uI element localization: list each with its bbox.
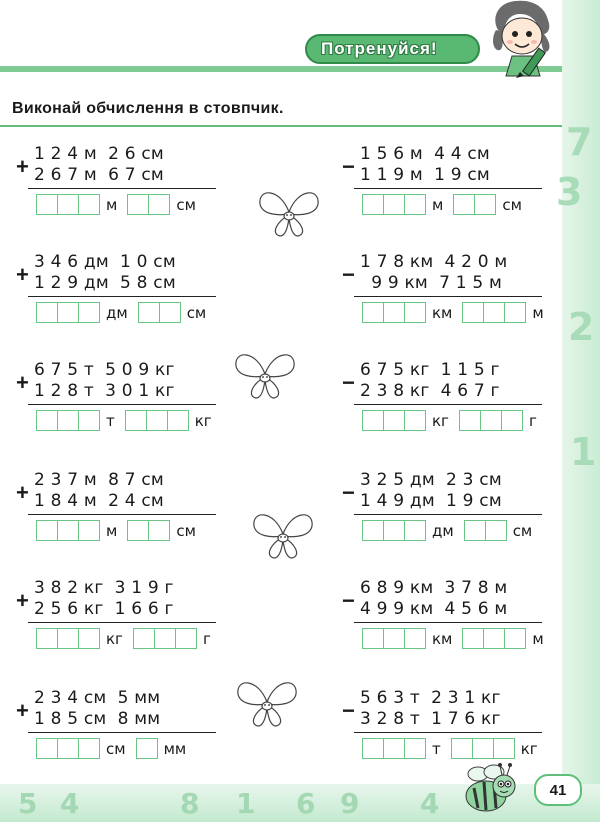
operation-sign: − xyxy=(342,154,355,179)
answer-boxes[interactable] xyxy=(362,738,426,759)
answer-boxes[interactable] xyxy=(464,520,507,541)
answer-digit-box[interactable] xyxy=(149,521,169,540)
operation-sign: + xyxy=(16,698,29,723)
unit-label: см xyxy=(502,195,522,214)
column-problem xyxy=(340,144,550,244)
unit-label: км xyxy=(432,303,453,322)
operand-bottom: 1 1 9 м 1 9 см xyxy=(360,165,490,185)
answer-boxes[interactable] xyxy=(362,302,426,323)
operand-top: 6 8 9 км 3 7 8 м xyxy=(360,578,508,598)
operand-bottom: 2 3 8 кг 4 6 7 г xyxy=(360,381,500,401)
answer-digit-box[interactable] xyxy=(160,303,180,322)
butterfly-icon xyxy=(250,508,316,564)
answer-row xyxy=(362,194,532,215)
operand-top: 3 4 6 дм 1 0 см xyxy=(34,252,176,272)
decor-digit: 3 xyxy=(556,170,583,214)
butterfly-icon xyxy=(232,348,298,404)
answer-row xyxy=(36,410,222,431)
answer-digit-box[interactable] xyxy=(139,303,160,322)
answer-row xyxy=(36,628,221,649)
answer-digit-box[interactable] xyxy=(384,195,405,214)
answer-row xyxy=(362,520,542,541)
answer-row xyxy=(36,194,206,215)
answer-boxes[interactable] xyxy=(462,628,526,649)
answer-digit-box[interactable] xyxy=(58,195,79,214)
operation-sign: + xyxy=(16,370,29,395)
answer-digit-box[interactable] xyxy=(505,629,525,648)
butterfly-icon xyxy=(234,676,300,732)
operation-sign: − xyxy=(342,370,355,395)
sum-line xyxy=(354,188,542,189)
operand-top: 3 2 5 дм 2 3 см xyxy=(360,470,502,490)
answer-boxes[interactable] xyxy=(362,628,426,649)
answer-digit-box[interactable] xyxy=(384,629,405,648)
column-problem xyxy=(14,252,224,352)
answer-digit-box[interactable] xyxy=(384,411,405,430)
operation-sign: + xyxy=(16,480,29,505)
answer-digit-box[interactable] xyxy=(58,739,79,758)
unit-label: дм xyxy=(106,303,128,322)
answer-digit-box[interactable] xyxy=(405,411,425,430)
answer-boxes[interactable] xyxy=(127,520,170,541)
answer-digit-box[interactable] xyxy=(79,195,99,214)
answer-digit-box[interactable] xyxy=(363,629,384,648)
answer-boxes[interactable] xyxy=(362,520,426,541)
operation-sign: − xyxy=(342,588,355,613)
unit-label: см xyxy=(176,195,196,214)
answer-digit-box[interactable] xyxy=(465,521,486,540)
decor-digit: 8 xyxy=(180,787,200,820)
answer-digit-box[interactable] xyxy=(460,411,481,430)
answer-boxes[interactable] xyxy=(36,302,100,323)
unit-label: см xyxy=(186,303,207,322)
answer-boxes[interactable] xyxy=(36,194,100,215)
column-problem xyxy=(14,144,224,244)
decor-digit: 7 xyxy=(566,120,593,164)
answer-digit-box[interactable] xyxy=(363,521,384,540)
answer-row xyxy=(36,738,196,759)
answer-digit-box[interactable] xyxy=(484,303,505,322)
operand-bottom: 1 2 8 т 3 0 1 кг xyxy=(34,381,175,401)
sum-line xyxy=(354,622,542,623)
sum-line xyxy=(28,514,216,515)
answer-boxes[interactable] xyxy=(133,628,197,649)
unit-label: м xyxy=(532,303,544,322)
answer-row xyxy=(362,738,548,759)
answer-digit-box[interactable] xyxy=(484,629,505,648)
column-problem xyxy=(340,252,550,352)
column-problem xyxy=(14,470,224,570)
operand-bottom: 3 2 8 т 1 7 6 кг xyxy=(360,709,501,729)
answer-digit-box[interactable] xyxy=(505,303,525,322)
sum-line xyxy=(354,404,542,405)
unit-label: м xyxy=(532,629,544,648)
answer-digit-box[interactable] xyxy=(155,629,176,648)
decor-digit: 2 xyxy=(568,305,595,349)
answer-boxes[interactable] xyxy=(459,410,523,431)
girl-mascot-icon xyxy=(490,0,560,78)
operand-top: 1 5 6 м 4 4 см xyxy=(360,144,490,164)
column-problem xyxy=(14,360,224,460)
answer-digit-box[interactable] xyxy=(384,521,405,540)
banner-label: Потренуйся! xyxy=(321,39,438,58)
unit-label: г xyxy=(528,411,537,430)
answer-boxes[interactable] xyxy=(36,410,100,431)
unit-label: м xyxy=(106,521,118,540)
answer-boxes[interactable] xyxy=(136,738,158,759)
operand-top: 3 8 2 кг 3 1 9 г xyxy=(34,578,174,598)
answer-digit-box[interactable] xyxy=(37,629,58,648)
operand-top: 6 7 5 кг 1 1 5 г xyxy=(360,360,500,380)
answer-boxes[interactable] xyxy=(36,520,100,541)
sum-line xyxy=(354,732,542,733)
answer-boxes[interactable] xyxy=(36,628,100,649)
operation-sign: − xyxy=(342,480,355,505)
operand-top: 2 3 7 м 8 7 см xyxy=(34,470,164,490)
answer-digit-box[interactable] xyxy=(168,411,188,430)
column-problem xyxy=(14,688,224,788)
answer-digit-box[interactable] xyxy=(475,195,495,214)
operand-top: 2 3 4 см 5 мм xyxy=(34,688,161,708)
operand-bottom: 4 9 9 км 4 5 6 м xyxy=(360,599,508,619)
answer-digit-box[interactable] xyxy=(494,739,514,758)
unit-label: г xyxy=(202,629,211,648)
sum-line xyxy=(354,296,542,297)
answer-digit-box[interactable] xyxy=(473,739,494,758)
task-heading: Виконай обчислення в стовпчик. xyxy=(12,100,284,117)
answer-digit-box[interactable] xyxy=(58,629,79,648)
unit-label: т xyxy=(106,411,115,430)
answer-digit-box[interactable] xyxy=(58,521,79,540)
unit-label: м xyxy=(432,195,444,214)
unit-label: кг xyxy=(194,411,212,430)
sum-line xyxy=(28,732,216,733)
answer-digit-box[interactable] xyxy=(126,411,147,430)
sum-line xyxy=(28,188,216,189)
answer-digit-box[interactable] xyxy=(58,411,79,430)
answer-digit-box[interactable] xyxy=(79,739,99,758)
answer-digit-box[interactable] xyxy=(463,629,484,648)
sum-line xyxy=(28,296,216,297)
decor-digit: 4 xyxy=(60,787,80,820)
answer-row xyxy=(362,628,554,649)
decor-digit: 5 xyxy=(18,787,38,820)
answer-digit-box[interactable] xyxy=(128,195,149,214)
answer-digit-box[interactable] xyxy=(147,411,168,430)
answer-digit-box[interactable] xyxy=(58,303,79,322)
answer-digit-box[interactable] xyxy=(176,629,196,648)
operand-bottom: 1 4 9 дм 1 9 см xyxy=(360,491,502,511)
column-problem xyxy=(340,578,550,678)
answer-digit-box[interactable] xyxy=(452,739,473,758)
answer-boxes[interactable] xyxy=(453,194,496,215)
unit-label: см xyxy=(176,521,196,540)
answer-boxes[interactable] xyxy=(462,302,526,323)
top-accent-line xyxy=(0,66,562,72)
answer-boxes[interactable] xyxy=(362,410,426,431)
answer-boxes[interactable] xyxy=(362,194,426,215)
answer-digit-box[interactable] xyxy=(37,303,58,322)
answer-digit-box[interactable] xyxy=(363,303,384,322)
operand-top: 6 7 5 т 5 0 9 кг xyxy=(34,360,175,380)
operation-sign: − xyxy=(342,698,355,723)
answer-digit-box[interactable] xyxy=(405,521,425,540)
operand-bottom: 9 9 км 7 1 5 м xyxy=(360,273,503,293)
answer-digit-box[interactable] xyxy=(79,303,99,322)
answer-digit-box[interactable] xyxy=(137,739,157,758)
column-problem xyxy=(340,360,550,460)
operand-bottom: 1 8 4 м 2 4 см xyxy=(34,491,164,511)
answer-row xyxy=(362,302,554,323)
answer-digit-box[interactable] xyxy=(405,629,425,648)
decor-digit: 9 xyxy=(340,787,360,820)
answer-digit-box[interactable] xyxy=(454,195,475,214)
unit-label: м xyxy=(106,195,118,214)
answer-digit-box[interactable] xyxy=(502,411,522,430)
operand-top: 1 2 4 м 2 6 см xyxy=(34,144,164,164)
answer-digit-box[interactable] xyxy=(79,521,99,540)
heading-divider xyxy=(0,125,562,127)
answer-digit-box[interactable] xyxy=(384,303,405,322)
sum-line xyxy=(28,404,216,405)
answer-digit-box[interactable] xyxy=(405,303,425,322)
column-problem xyxy=(340,470,550,570)
answer-digit-box[interactable] xyxy=(149,195,169,214)
answer-digit-box[interactable] xyxy=(363,195,384,214)
answer-digit-box[interactable] xyxy=(37,521,58,540)
operand-bottom: 1 8 5 см 8 мм xyxy=(34,709,161,729)
sum-line xyxy=(28,622,216,623)
answer-digit-box[interactable] xyxy=(363,739,384,758)
unit-label: т xyxy=(432,739,441,758)
decor-digit: 1 xyxy=(570,430,597,474)
butterfly-icon xyxy=(256,186,322,242)
answer-digit-box[interactable] xyxy=(405,739,425,758)
unit-label: кг xyxy=(520,739,538,758)
answer-digit-box[interactable] xyxy=(79,629,99,648)
answer-boxes[interactable] xyxy=(36,738,100,759)
answer-digit-box[interactable] xyxy=(37,739,58,758)
unit-label: кг xyxy=(106,629,123,648)
operation-sign: + xyxy=(16,154,29,179)
answer-digit-box[interactable] xyxy=(384,739,405,758)
answer-digit-box[interactable] xyxy=(486,521,506,540)
unit-label: км xyxy=(432,629,453,648)
operand-bottom: 2 6 7 м 6 7 см xyxy=(34,165,164,185)
answer-digit-box[interactable] xyxy=(363,411,384,430)
answer-row xyxy=(362,410,547,431)
operation-sign: + xyxy=(16,588,29,613)
unit-label: мм xyxy=(163,739,187,758)
sum-line xyxy=(354,514,542,515)
page-number: 41 xyxy=(534,774,582,806)
unit-label: см xyxy=(106,739,126,758)
answer-digit-box[interactable] xyxy=(481,411,502,430)
operand-bottom: 1 2 9 дм 5 8 см xyxy=(34,273,176,293)
answer-boxes[interactable] xyxy=(451,738,515,759)
answer-digit-box[interactable] xyxy=(37,195,58,214)
unit-label: дм xyxy=(432,521,454,540)
operation-sign: + xyxy=(16,262,29,287)
answer-digit-box[interactable] xyxy=(37,411,58,430)
answer-digit-box[interactable] xyxy=(128,521,149,540)
operand-bottom: 2 5 6 кг 1 6 6 г xyxy=(34,599,174,619)
decor-digit: 6 xyxy=(296,787,316,820)
operand-top: 1 7 8 км 4 2 0 м xyxy=(360,252,508,272)
answer-boxes[interactable] xyxy=(127,194,170,215)
answer-digit-box[interactable] xyxy=(405,195,425,214)
answer-row xyxy=(36,520,206,541)
unit-label: кг xyxy=(432,411,449,430)
operand-top: 5 6 3 т 2 3 1 кг xyxy=(360,688,501,708)
decor-digit: 1 xyxy=(236,787,256,820)
answer-boxes[interactable] xyxy=(125,410,189,431)
operation-sign: − xyxy=(342,262,355,287)
unit-label: см xyxy=(512,521,533,540)
answer-row xyxy=(36,302,216,323)
answer-digit-box[interactable] xyxy=(463,303,484,322)
bee-icon xyxy=(456,760,522,818)
answer-digit-box[interactable] xyxy=(134,629,155,648)
answer-boxes[interactable] xyxy=(138,302,181,323)
answer-digit-box[interactable] xyxy=(79,411,99,430)
column-problem xyxy=(14,578,224,678)
practice-banner xyxy=(305,34,480,64)
decor-digit: 4 xyxy=(420,787,440,820)
